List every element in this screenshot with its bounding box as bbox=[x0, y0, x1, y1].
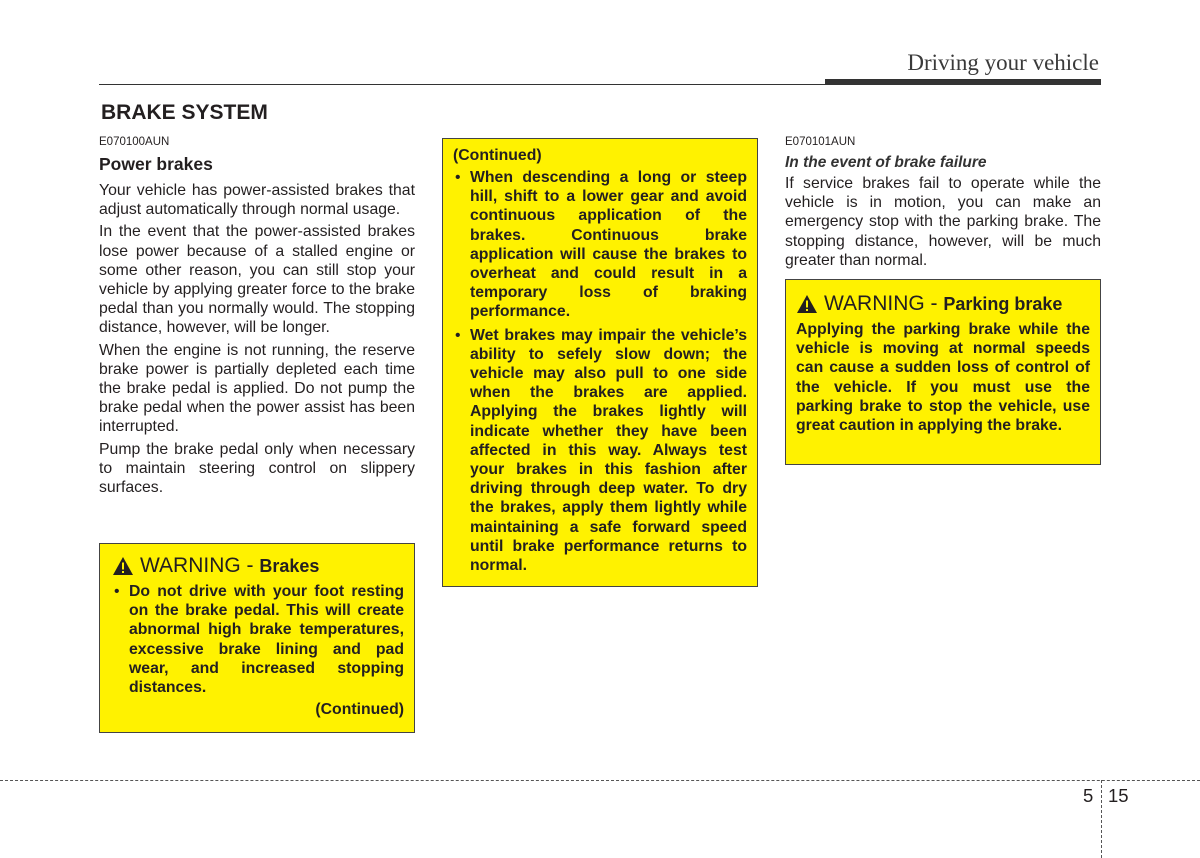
footer-divider bbox=[1101, 780, 1102, 858]
doc-code: E070101AUN bbox=[785, 136, 856, 148]
warning-text: Applying the parking brake while the vehicle is moving at normal speeds can cause a sudden loss of control of the vehicle. If you must use the parking brake to stop the vehicle, use great caution in applying the brake. bbox=[796, 321, 1090, 435]
warning-separator: - bbox=[240, 554, 260, 577]
warning-word: WARNING bbox=[824, 292, 925, 315]
paragraph: When the engine is not running, the reserve brake power is partially depleted each time the brake pedal is applied. Do not pump the brake pedal when the power assist has been interrupted. bbox=[99, 341, 415, 436]
warning-item: • When descending a long or steep hill, shift to a lower gear and avoid continuous application of the brakes. Continuous brake application will cause the brakes to overheat and could result in a temporary loss of braking performance. bbox=[453, 168, 747, 322]
warning-list bbox=[453, 168, 747, 575]
warning-subtitle: Parking brake bbox=[943, 293, 1063, 314]
warning-separator: - bbox=[924, 292, 944, 315]
warning-triangle-icon bbox=[112, 556, 134, 576]
header-rule bbox=[99, 84, 825, 85]
paragraph: Your vehicle has power-assisted brakes that adjust automatically through normal usage. bbox=[99, 182, 415, 219]
warning-list bbox=[112, 582, 404, 697]
warning-item: • Wet brakes may impair the vehicle’s ability to sefely slow down; the vehicle may also pull to one side when the brakes are applied. Applying the brakes lightly will indicate whether they have been affected in this way. Always test your brakes in this fashion after driving through deep water. To dry the brakes, apply them lightly while maintaining a safe forward speed until brake performance returns to normal. bbox=[453, 326, 747, 576]
warning-box-parking-brake bbox=[785, 279, 1101, 465]
warning-box-brakes bbox=[99, 543, 415, 733]
page-number: 15 bbox=[1108, 785, 1129, 806]
paragraph: Pump the brake pedal only when necessary to maintain steering control on slippery surfaces. bbox=[99, 440, 415, 497]
chapter-number: 5 bbox=[1083, 785, 1094, 806]
subheading-power-brakes: Power brakes bbox=[99, 154, 213, 174]
warning-subtitle: Brakes bbox=[259, 555, 320, 576]
doc-code: E070100AUN bbox=[99, 136, 170, 148]
warning-word: WARNING bbox=[140, 554, 241, 577]
warning-item: • Do not drive with your foot resting on the brake pedal. This will create abnormal high brake temperatures, excessive brake lining and pad wear, and increased stopping distances. bbox=[112, 582, 404, 697]
continued-note: (Continued) bbox=[315, 701, 404, 719]
section-title: BRAKE SYSTEM bbox=[101, 101, 268, 124]
subheading-brake-failure: In the event of brake failure bbox=[785, 154, 987, 171]
paragraph: If service brakes fail to operate while the vehicle is in motion, you can make an emergency stop with the parking brake. The stopping distance, however, will be much greater than normal. bbox=[785, 175, 1101, 269]
paragraph: In the event that the power-assisted brakes lose power because of a stalled engine or some other reason, you can still stop your vehicle by applying greater force to the brake pedal than you normally would. The stopping distance, however, will be longer. bbox=[99, 223, 415, 337]
warning-title bbox=[112, 554, 404, 578]
running-header: Driving your vehicle bbox=[907, 50, 1099, 75]
continued-label: (Continued) bbox=[453, 147, 542, 164]
column-left bbox=[99, 135, 415, 500]
warning-title bbox=[796, 292, 1090, 316]
warning-triangle-icon bbox=[796, 294, 818, 314]
column-right bbox=[785, 135, 1101, 273]
warning-box-continued bbox=[442, 138, 758, 587]
footer-rule bbox=[0, 780, 1200, 781]
header-rule-thick bbox=[825, 79, 1101, 85]
